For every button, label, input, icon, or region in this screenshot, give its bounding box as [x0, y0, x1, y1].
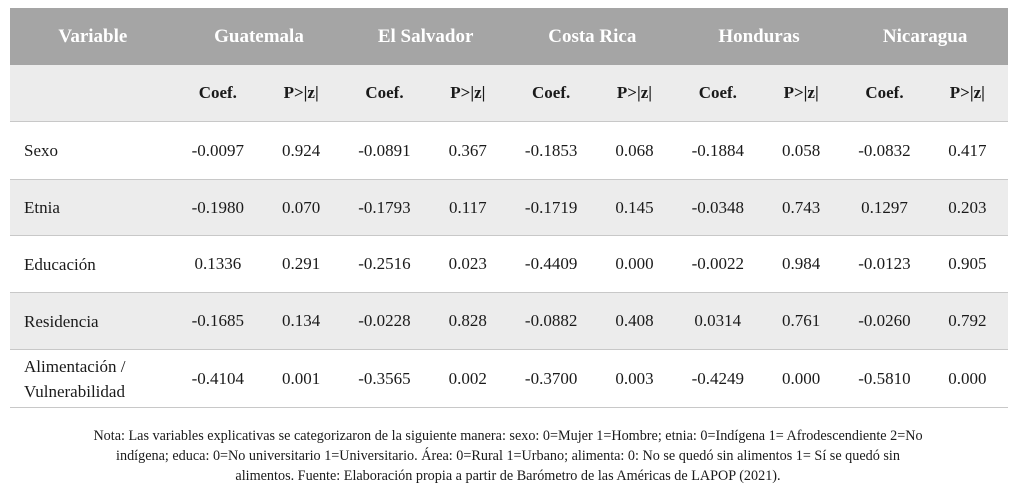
table-row — [10, 236, 1008, 293]
table-header-row — [10, 8, 1008, 65]
p-value-header: P>|z| — [260, 65, 342, 122]
p-value-cell: 0.001 — [260, 350, 342, 408]
coef-cell: -0.1793 — [342, 180, 426, 236]
table-note — [8, 426, 1008, 486]
row-label: Etnia — [10, 180, 176, 236]
subheader-empty-cell — [10, 65, 176, 122]
coef-cell: -0.0832 — [842, 122, 926, 180]
coef-cell: -0.4104 — [176, 350, 260, 408]
p-value-cell: 0.291 — [260, 236, 342, 293]
coef-cell: -0.0123 — [842, 236, 926, 293]
variable-header: Variable — [10, 8, 176, 65]
row-label — [10, 350, 176, 408]
coef-cell: -0.0882 — [509, 293, 593, 350]
coef-header: Coef. — [176, 65, 260, 122]
coef-cell: 0.1297 — [842, 180, 926, 236]
p-value-cell: 0.058 — [760, 122, 842, 180]
p-value-cell: 0.761 — [760, 293, 842, 350]
p-value-cell: 0.367 — [427, 122, 509, 180]
coef-cell: -0.0097 — [176, 122, 260, 180]
p-value-cell: 0.134 — [260, 293, 342, 350]
coef-cell: -0.1685 — [176, 293, 260, 350]
row-label-line2: Vulnerabilidad — [24, 381, 125, 401]
regression-table — [10, 8, 1008, 408]
coef-header: Coef. — [509, 65, 593, 122]
row-label: Educación — [10, 236, 176, 293]
coef-cell: -0.0228 — [342, 293, 426, 350]
coef-cell: 0.1336 — [176, 236, 260, 293]
coef-cell: -0.1884 — [676, 122, 760, 180]
coef-cell: 0.0314 — [676, 293, 760, 350]
table-row — [10, 350, 1008, 408]
p-value-header: P>|z| — [593, 65, 675, 122]
p-value-cell: 0.000 — [593, 236, 675, 293]
table-row — [10, 122, 1008, 180]
p-value-cell: 0.417 — [927, 122, 1008, 180]
coef-cell: -0.0260 — [842, 293, 926, 350]
note-line-2: indígena; educa: 0=No universitario 1=Universitario. Área: 0=Rural 1=Urbano; alimenta: 0: No se quedó sin alimentos 1= Sí se quedó sin — [116, 448, 900, 464]
p-value-cell: 0.905 — [927, 236, 1008, 293]
coef-cell: -0.4409 — [509, 236, 593, 293]
country-header-nicaragua: Nicaragua — [842, 8, 1008, 65]
p-value-cell: 0.000 — [927, 350, 1008, 408]
coef-cell: -0.0348 — [676, 180, 760, 236]
p-value-cell: 0.792 — [927, 293, 1008, 350]
coef-cell: -0.0891 — [342, 122, 426, 180]
p-value-cell: 0.003 — [593, 350, 675, 408]
p-value-cell: 0.070 — [260, 180, 342, 236]
table-subheader-row — [10, 65, 1008, 122]
table-row — [10, 180, 1008, 236]
note-line-3: alimentos. Fuente: Elaboración propia a partir de Barómetro de las Américas de LAPOP (2021). — [235, 468, 781, 484]
country-header-costa-rica: Costa Rica — [509, 8, 676, 65]
coef-header: Coef. — [676, 65, 760, 122]
row-label: Sexo — [10, 122, 176, 180]
p-value-header: P>|z| — [760, 65, 842, 122]
coef-header: Coef. — [842, 65, 926, 122]
country-header-guatemala: Guatemala — [176, 8, 343, 65]
table-row — [10, 293, 1008, 350]
p-value-cell: 0.068 — [593, 122, 675, 180]
p-value-cell: 0.000 — [760, 350, 842, 408]
note-line-1: Nota: Las variables explicativas se categorizaron de la siguiente manera: sexo: 0=Mujer 1=Hombre; etnia: 0=Indígena 1= Afrodescendiente 2=No — [93, 428, 923, 444]
coef-cell: -0.1719 — [509, 180, 593, 236]
coef-cell: -0.3565 — [342, 350, 426, 408]
p-value-cell: 0.408 — [593, 293, 675, 350]
p-value-cell: 0.002 — [427, 350, 509, 408]
coef-cell: -0.3700 — [509, 350, 593, 408]
p-value-cell: 0.203 — [927, 180, 1008, 236]
coef-header: Coef. — [342, 65, 426, 122]
p-value-cell: 0.023 — [427, 236, 509, 293]
coef-cell: -0.4249 — [676, 350, 760, 408]
country-header-el-salvador: El Salvador — [342, 8, 509, 65]
p-value-header: P>|z| — [927, 65, 1008, 122]
row-label: Residencia — [10, 293, 176, 350]
row-label-line1: Alimentación / — [24, 356, 126, 376]
coef-cell: -0.0022 — [676, 236, 760, 293]
coef-cell: -0.1853 — [509, 122, 593, 180]
p-value-cell: 0.743 — [760, 180, 842, 236]
coef-cell: -0.2516 — [342, 236, 426, 293]
coef-cell: -0.5810 — [842, 350, 926, 408]
p-value-cell: 0.984 — [760, 236, 842, 293]
p-value-cell: 0.924 — [260, 122, 342, 180]
p-value-cell: 0.145 — [593, 180, 675, 236]
p-value-cell: 0.828 — [427, 293, 509, 350]
coef-cell: -0.1980 — [176, 180, 260, 236]
country-header-honduras: Honduras — [676, 8, 843, 65]
p-value-header: P>|z| — [427, 65, 509, 122]
p-value-cell: 0.117 — [427, 180, 509, 236]
